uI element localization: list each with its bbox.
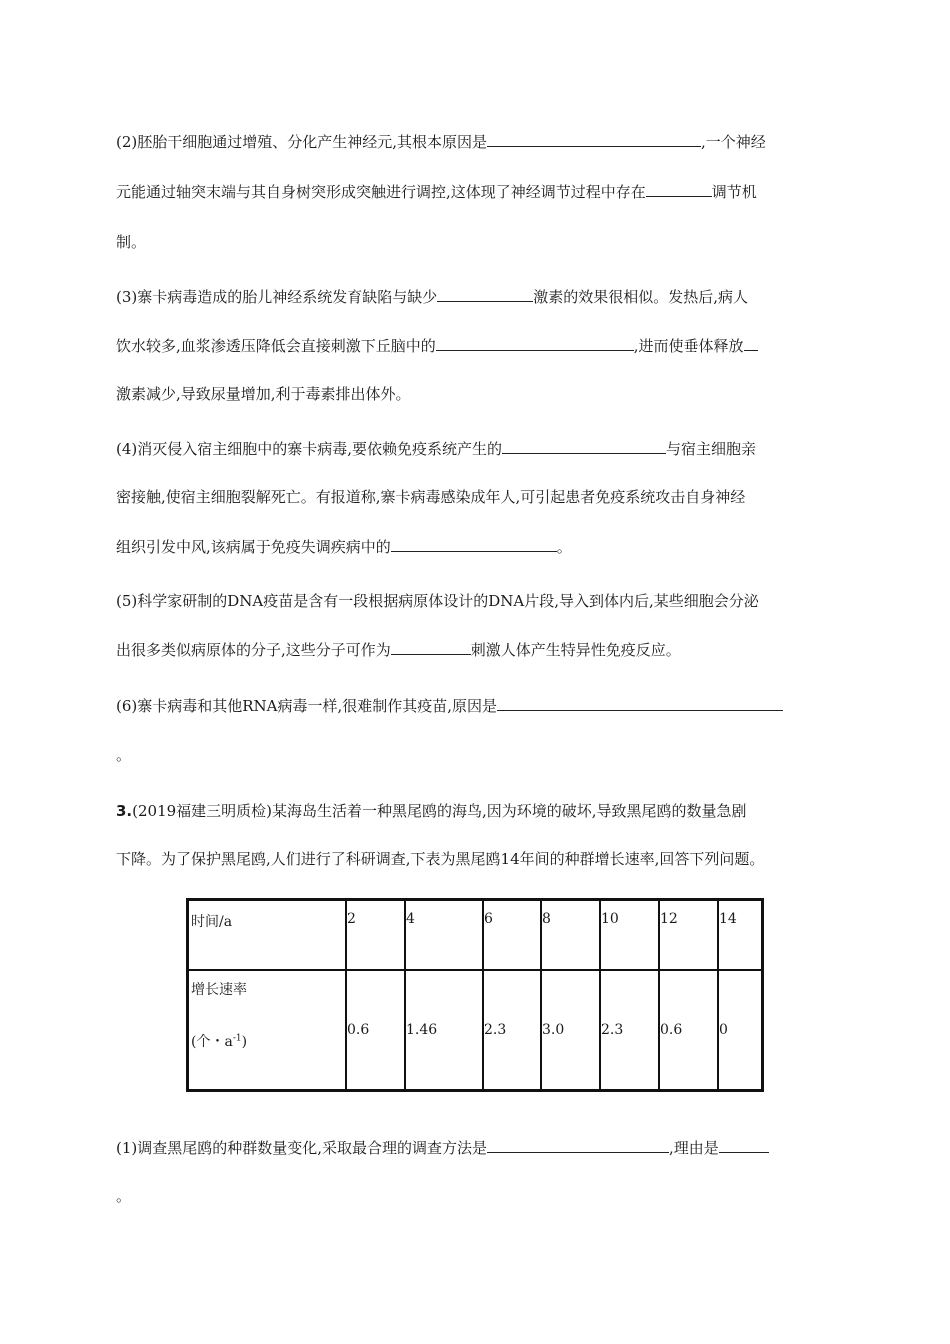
- question-number: 3.: [116, 802, 133, 820]
- answer-blank[interactable]: [502, 439, 666, 454]
- q3-line1: [116, 801, 747, 821]
- p2-line1: [116, 132, 766, 152]
- p2-line3: 制。: [116, 233, 147, 251]
- p3-line1: [116, 287, 748, 307]
- table-cell: 14: [718, 900, 763, 971]
- answer-blank[interactable]: [487, 132, 701, 147]
- answer-blank[interactable]: [436, 336, 634, 351]
- q3-sub1-line1: [116, 1138, 769, 1158]
- q3-sub1-line2: 。: [116, 1187, 132, 1205]
- p4-line3: [116, 537, 572, 557]
- table-cell: [188, 970, 347, 1091]
- p6-line1: [116, 696, 783, 716]
- p4-line1: [116, 439, 756, 459]
- p5-text-b: 刺激人体产生特异性免疫反应。: [470, 641, 681, 659]
- answer-blank[interactable]: [497, 696, 783, 711]
- p3-line3: 激素减少,导致尿量增加,利于毒素排出体外。: [116, 385, 411, 403]
- rate-unit: [191, 1031, 345, 1051]
- table-row: [188, 970, 763, 1091]
- p2-line2: [116, 182, 757, 202]
- answer-blank[interactable]: [437, 287, 533, 302]
- table-cell: 12: [659, 900, 718, 971]
- p4-line2: 密接触,使宿主细胞裂解死亡。有报道称,寨卡病毒感染成年人,可引起患者免疫系统攻击自身神经: [116, 488, 746, 506]
- p5-line1: (5)科学家研制的DNA疫苗是含有一段根据病原体设计的DNA片段,导入到体内后,某些细胞会分泌: [116, 592, 759, 610]
- table-cell: 8: [541, 900, 600, 971]
- p4-text-c: 组织引发中风,该病属于免疫失调疾病中的: [116, 538, 391, 556]
- table-row: [188, 900, 763, 971]
- p4-text-d: 。: [556, 538, 572, 556]
- table-cell: 10: [600, 900, 659, 971]
- answer-blank[interactable]: [487, 1138, 669, 1153]
- table-cell: 4: [405, 900, 483, 971]
- sub1-text-b: ,理由是: [669, 1139, 719, 1157]
- p5-line2: [116, 640, 681, 660]
- table-cell: 2.3: [483, 970, 541, 1091]
- p3-text-d: ,进而使垂体释放: [633, 337, 744, 355]
- table-cell: 2: [346, 900, 405, 971]
- p6-text-a: (6)寨卡病毒和其他RNA病毒一样,很难制作其疫苗,原因是: [116, 697, 498, 715]
- p3-text-c: 饮水较多,血浆渗透压降低会直接刺激下丘脑中的: [116, 337, 436, 355]
- p3-text-a: (3)寨卡病毒造成的胎儿神经系统发育缺陷与缺少: [116, 288, 438, 306]
- sub1-text-a: (1)调查黑尾鸥的种群数量变化,采取最合理的调查方法是: [116, 1139, 488, 1157]
- p2-text-c: 元能通过轴突末端与其自身树突形成突触进行调控,这体现了神经调节过程中存在: [116, 183, 646, 201]
- answer-blank[interactable]: [646, 182, 712, 197]
- table-cell: 2.3: [600, 970, 659, 1091]
- p6-line2: 。: [116, 746, 132, 764]
- answer-blank[interactable]: [391, 640, 471, 655]
- table-cell: 0.6: [346, 970, 405, 1091]
- p2-text-a: (2)胚胎干细胞通过增殖、分化产生神经元,其根本原因是: [116, 133, 488, 151]
- table-cell: 0.6: [659, 970, 718, 1091]
- p3-text-b: 激素的效果很相似。发热后,病人: [533, 288, 749, 306]
- q3-line2: 下降。为了保护黑尾鸥,人们进行了科研调查,下表为黑尾鸥14年间的种群增长速率,回答下列问题。: [116, 850, 765, 868]
- p2-text-d: 调节机: [711, 183, 757, 201]
- p3-line2: [116, 336, 758, 356]
- table-cell: 时间/a: [188, 900, 347, 971]
- p4-text-a: (4)消灭侵入宿主细胞中的寨卡病毒,要依赖免疫系统产生的: [116, 440, 503, 458]
- table-cell: 3.0: [541, 970, 600, 1091]
- p4-text-b: 与宿主细胞亲: [666, 440, 757, 458]
- p5-text-a: 出很多类似病原体的分子,这些分子可作为: [116, 641, 391, 659]
- unit-base: (个・a: [191, 1034, 233, 1050]
- table-cell: 6: [483, 900, 541, 971]
- q3-text-a: (2019福建三明质检)某海岛生活着一种黑尾鸥的海鸟,因为环境的破坏,导致黑尾鸥的数量急剧: [132, 802, 747, 820]
- table-cell: 1.46: [405, 970, 483, 1091]
- answer-blank[interactable]: [719, 1138, 769, 1153]
- growth-rate-table: [186, 898, 764, 1092]
- p2-text-b: ,一个神经: [701, 133, 766, 151]
- answer-blank[interactable]: [391, 537, 557, 552]
- answer-blank[interactable]: [744, 336, 758, 351]
- rate-header: 增长速率: [191, 982, 247, 998]
- unit-sup: -1: [232, 1033, 242, 1044]
- unit-end: ): [241, 1034, 248, 1050]
- table-cell: 0: [718, 970, 763, 1091]
